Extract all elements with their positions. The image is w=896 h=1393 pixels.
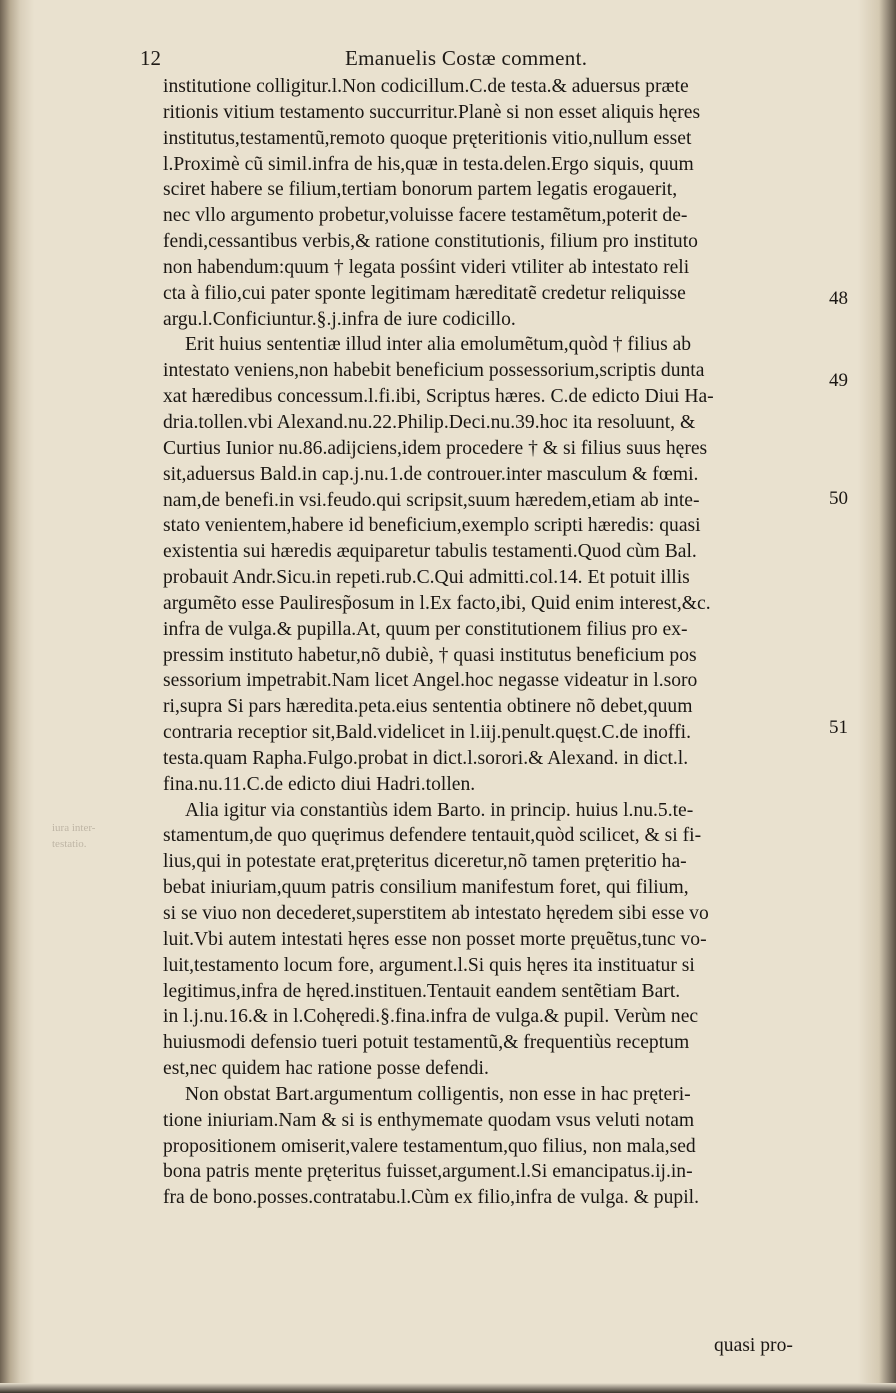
text-line: sit,aduersus Bald.in cap.j.nu.1.de controuer.inter masculum & fœmi. <box>163 463 699 485</box>
catchword: quasi pro- <box>714 1335 793 1356</box>
marginal-number: 51 <box>829 717 848 738</box>
text-line: Curtius Iunior nu.86.adijciens,idem procedere † & si filius suus hęres <box>163 437 708 459</box>
running-header <box>140 46 840 76</box>
text-line: argu.l.Conficiuntur.§.j.infra de iure codicillo. <box>163 308 516 330</box>
text-line: bona patris mente pręteritus fuisset,argument.l.Si emancipatus.ij.in- <box>163 1161 693 1183</box>
text-line: dria.tollen.vbi Alexand.nu.22.Philip.Deci.nu.39.hoc ita resoluunt, & <box>163 411 696 433</box>
page-number: 12 <box>140 46 161 70</box>
text-line: institutus,testamentũ,remoto quoque pręteritionis vitio,nullum esset <box>163 127 692 149</box>
text-line: nec vllo argumento probetur,voluisse facere testamẽtum,poterit de- <box>163 205 688 227</box>
text-line: huiusmodi defensio tueri potuit testamentũ,& frequentiùs receptum <box>163 1032 690 1054</box>
text-line: tione iniuriam.Nam & si is enthymemate quodam vsus veluti notam <box>163 1109 695 1131</box>
text-line: sessorium impetrabit.Nam licet Angel.hoc negasse videatur in l.soro <box>163 670 698 692</box>
text-line: fendi,cessantibus verbis,& ratione constitutionis, filium pro instituto <box>163 231 698 253</box>
text-line: stato venientem,habere id beneficium,exemplo scripti hæredis: quasi <box>163 515 701 537</box>
text-line: fina.nu.11.C.de edicto diui Hadri.tollen. <box>163 773 476 795</box>
bleed-through-line: iura inter- <box>52 822 96 834</box>
marginal-number: 48 <box>829 288 848 309</box>
text-line: si se viuo non decederet,superstitem ab intestato hęredem sibi esse vo <box>163 903 709 924</box>
text-line: existentia sui hæredis æquiparetur tabulis testamenti.Quod cùm Bal. <box>163 541 697 563</box>
text-line: contraria receptior sit,Bald.videlicet in l.iij.penult.quęst.C.de inoffi. <box>163 722 691 744</box>
paragraph-start-line: Non obstat Bart.argumentum colligentis, non esse in hac pręteri- <box>185 1083 691 1105</box>
text-line: legitimus,infra de hęred.instituen.Tentauit eandem sentẽtiam Bart. <box>163 980 681 1002</box>
running-title: Emanuelis Costæ comment. <box>345 46 588 70</box>
marginal-number: 50 <box>829 488 848 509</box>
text-line: lius,qui in potestate erat,pręteritus diceretur,nõ tamen pręteritio ha- <box>163 851 687 873</box>
text-line: infra de vulga.& pupilla.At, quum per constitutionem filius pro ex- <box>163 618 688 640</box>
text-line: est,nec quidem hac ratione posse defendi. <box>163 1058 489 1080</box>
text-line: stamentum,de quo quęrimus defendere tentauit,quòd scilicet, & si fi- <box>163 825 702 847</box>
text-line: testa.quam Rapha.Fulgo.probat in dict.l.sorori.& Alexand. in dict.l. <box>163 747 689 769</box>
marginal-number: 49 <box>829 370 848 391</box>
text-line: cta à filio,cui pater sponte legitimam hæreditatẽ credetur reliquisse <box>163 282 686 304</box>
text-line: institutione colligitur.l.Non codicillum.C.de testa.& aduersus præte <box>163 76 689 97</box>
text-line: non habendum:quum † legata posśint videri vtiliter ab intestato reli <box>163 256 690 278</box>
bleed-through-line: testatio. <box>52 838 87 850</box>
main-text-block <box>163 74 823 1211</box>
text-line: xat hæredibus concessum.l.fi.ibi, Scriptus hæres. C.de edicto Diui Ha- <box>163 386 714 408</box>
text-line: luit,testamento locum fore, argument.l.Si quis hęres ita instituatur si <box>163 954 695 976</box>
text-line: pressim instituto habetur,nõ dubiè, † quasi institutus beneficium pos <box>163 644 697 666</box>
text-line: bebat iniuriam,quum patris consilium manifestum foret, qui filium, <box>163 877 689 899</box>
text-line: sciret habere se filium,tertiam bonorum partem legatis erogauerit, <box>163 179 678 201</box>
text-line: ri,supra Si pars hæredita.peta.eius sententia obtinere nõ debet,quum <box>163 696 693 718</box>
text-line: argumẽto esse Pauliresp̃osum in l.Ex facto,ibi, Quid enim interest,&c. <box>163 592 711 614</box>
text-line: nam,de benefi.in vsi.feudo.qui scripsit,suum hæredem,etiam ab inte- <box>163 489 700 511</box>
bleed-through-text <box>52 820 95 852</box>
paragraph-start-line: Alia igitur via constantiùs idem Barto. in princip. huius l.nu.5.te- <box>185 799 694 821</box>
text-line: l.Proximè cũ simil.infra de his,quæ in testa.delen.Ergo siquis, quum <box>163 153 694 175</box>
text-line: ritionis vitium testamento succurritur.Planè si non esset aliquis hęres <box>163 101 701 123</box>
text-line: luit.Vbi autem intestati hęres esse non posset morte pręuẽtus,tunc vo- <box>163 928 707 950</box>
text-line: intestato veniens,non habebit beneficium possessorium,scriptis dunta <box>163 360 705 382</box>
page-fore-edge <box>858 0 896 1393</box>
text-line: in l.j.nu.16.& in l.Cohęredi.§.fina.infra de vulga.& pupil. Verùm nec <box>163 1006 699 1028</box>
text-line: fra de bono.posses.contratabu.l.Cùm ex filio,infra de vulga. & pupil. <box>163 1187 699 1209</box>
text-line: propositionem omiserit,valere testamentum,quo filius, non mala,sed <box>163 1135 696 1157</box>
text-line: probauit Andr.Sicu.in repeti.rub.C.Qui admitti.col.14. Et potuit illis <box>163 567 690 589</box>
paragraph-start-line: Erit huius sententiæ illud inter alia emolumẽtum,quòd † filius ab <box>185 334 692 356</box>
page-gutter <box>0 0 34 1393</box>
page-bottom-edge <box>0 1383 896 1393</box>
